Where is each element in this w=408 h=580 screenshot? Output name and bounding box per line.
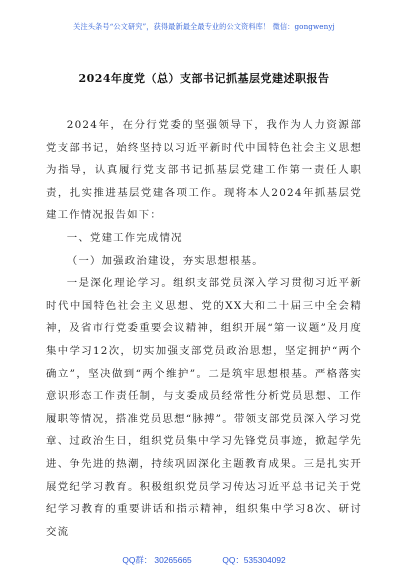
subsection-heading: （一）加强政治建设，夯实思想根基。 [66,254,264,267]
contact-footer [0,554,408,566]
body-paragraph: 一是深化理论学习。组织支部党员深入学习贯彻习近平新时代中国特色社会主义思想、党的XX大和二十届三中全会精神，及省市行党委重要会议精神，组织开展“第一议题”及月度集中学习12次，切实加强支部党员政治思想，坚定拥护“两个确立”，坚决做到“两个维护”。二是筑牢思想根基。严格落实意识形态工作责任制，与支委成员经常性分析党员思想、工作履职等情况，搭准党员思想“脉搏”。带领支部党员深入学习党章、过政治生日，组织党员集中学习先锋党员事迹，掀起学先进、争先进的热潮，持续巩固深化主题教育成果。三是扎实开展党纪学习教育。积极组织党员学习传达习近平总书记关于党纪学习教育的重要讲话和指示精神，组织集中学习8次、研讨交流 [46,277,362,538]
qq-number: QQ：535304092 [222,555,286,565]
document-body [46,114,362,543]
qq-group-number: QQ群： 30265665 [122,555,192,565]
intro-paragraph: 2024年，在分行党委的坚强领导下，我作为人力资源部党支部书记，始终坚持以习近平新时代中国特色社会主义思想为指导，认真履行党支部书记抓基层党建工作第一责任人职责，扎实推进基层党建各项工作。现将本人2024年抓基层党建工作情况报告如下： [46,119,362,222]
section-heading: 一、党建工作完成情况 [66,231,183,244]
document-title: 2024年度党（总）支部书记抓基层党建述职报告 [78,72,330,85]
promo-banner: 关注头条号“公文研究”，获得最新最全最专业的公文资料库！ 微信：gongwenyj [73,22,335,31]
